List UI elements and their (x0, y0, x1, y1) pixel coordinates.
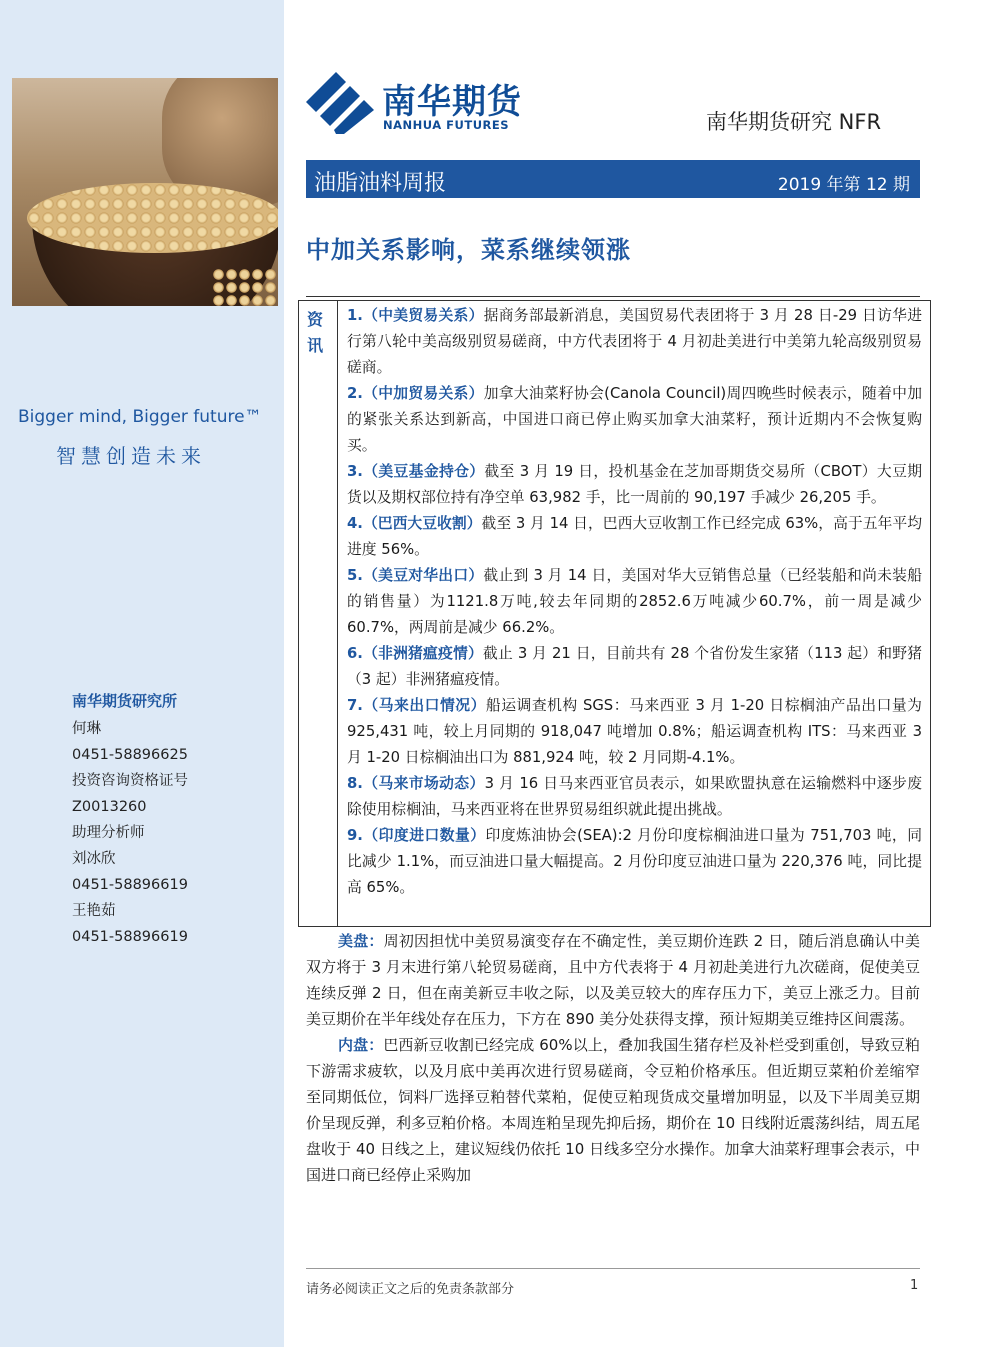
paragraph-lead: 美盘： (338, 932, 384, 950)
news-items (347, 303, 922, 901)
news-item-text: 加拿大油菜籽协会(Canola Council)周四晚些时候表示，随着中加的紧张关系达到新高，中国进口商已停止购买加拿大油菜籽，预计近期内不会恢复购买。 (347, 385, 923, 454)
news-label-column (299, 301, 338, 926)
news-item (347, 823, 922, 901)
report-name: 油脂油料周报 (314, 171, 447, 196)
footer-divider (306, 1268, 920, 1269)
contact-line: 0451-58896625 (72, 747, 188, 763)
nanhua-logo-icon (306, 72, 376, 134)
news-item-text: 截止 3 月 21 日，目前共有 28 个省份发生家猪（113 起）和野猪（3 起）非洲猪瘟疫情。 (347, 645, 922, 688)
contact-line: 0451-58896619 (72, 877, 188, 893)
analysis-paragraph-us (306, 928, 920, 1032)
soybean-bowl-photo (12, 78, 278, 306)
issue-number: 2019 年第 12 期 (777, 175, 910, 195)
news-item-text: 截至 3 月 19 日，投机基金在芝加哥期货交易所（CBOT）大豆期货以及期权部位持有净空单 63,982 手，比一周前的 90,197 手减少 26,205 手。 (347, 463, 923, 506)
news-item (347, 459, 922, 511)
footer-disclaimer: 请务必阅读正文之后的免责条款部分 (306, 1282, 515, 1297)
analysis-body (306, 928, 920, 1188)
news-item (347, 771, 922, 823)
paragraph-text: 周初因担忧中美贸易演变存在不确定性，美豆期价连跌 2 日，随后消息确认中美双方将于 3 月末进行第八轮贸易磋商，且中方代表将于 4 月初赴美进行九次磋商，促使美豆连续反弹 2 日，但在南美新豆丰收之际，以及美豆较大的库存压力下，美豆上涨乏力。目前美豆期价在半年线处存在压力，下方在 890 美分处获得支撑，预计短期美豆维持区间震荡。 (306, 932, 920, 1028)
contact-line: 投资咨询资格证号 (72, 773, 188, 789)
news-item (347, 381, 922, 459)
contact-line: 何琳 (72, 721, 101, 737)
news-item (347, 563, 922, 641)
research-org: 南华期货研究 NFR (706, 110, 882, 134)
slogan-english: Bigger mind, Bigger future™ (18, 407, 262, 427)
logo-text-cn: 南华期货 (382, 82, 522, 122)
contact-line: 刘冰欣 (72, 851, 116, 867)
news-item-head: 8.（马来市场动态） (347, 775, 485, 792)
news-item-head: 2.（中加贸易关系） (347, 385, 484, 402)
divider (306, 296, 920, 297)
news-item (347, 511, 922, 563)
contacts-block (72, 690, 188, 950)
headline: 中加关系影响，菜系继续领涨 (306, 236, 631, 264)
news-item (347, 303, 922, 381)
news-item (347, 641, 922, 693)
news-item-text: 3 月 16 日马来西亚官员表示，如果欧盟执意在运输燃料中逐步废除使用棕榈油，马来西亚将在世界贸易组织就此提出挑战。 (347, 775, 922, 818)
contacts-title: 南华期货研究所 (72, 692, 178, 710)
page-number: 1 (910, 1278, 919, 1293)
news-item (347, 693, 922, 771)
news-item-text: 截至 3 月 14 日，巴西大豆收割工作已经完成 63%，高于五年平均进度 56%。 (347, 515, 922, 558)
paragraph-text: 巴西新豆收割已经完成 60%以上，叠加我国生猪存栏及补栏受到重创，导致豆粕下游需求疲软，以及月底中美再次进行贸易磋商，令豆粕价格承压。但近期豆菜粕价差缩窄至同期低位，饲料厂选择豆粕替代菜粕，促使豆粕现货成交量增加明显，以及下半周美豆期价呈现反弹，利多豆粕价格。本周连粕呈现先抑后扬，期价在 10 日线附近震荡纠结，周五尾盘收于 40 日线之上，建议短线仍依托 10 日线多空分水操作。加拿大油菜籽理事会表示，中国进口商已经停止采购加 (306, 1036, 920, 1184)
sidebar (0, 0, 284, 1347)
contact-line: Z0013260 (72, 799, 147, 815)
news-item-head: 9.（印度进口数量） (347, 827, 486, 844)
contact-line: 王艳茹 (72, 903, 116, 919)
news-label: 资讯 (307, 310, 324, 355)
contact-line: 助理分析师 (72, 825, 145, 841)
news-item-text: 船运调查机构 SGS：马来西亚 3 月 1-20 日棕榈油产品出口量为 925,431 吨，较上月同期的 918,047 吨增加 0.8%；船运调查机构 ITS：马来西亚 3 月 1-20 日棕榈油出口为 881,924 吨，较 2 月同期-4.1%。 (347, 697, 922, 766)
news-item-text: 印度炼油协会(SEA):2 月份印度棕榈油进口量为 751,703 吨，同比减少 1.1%，而豆油进口量大幅提高。2 月份印度豆油进口量为 220,376 吨，同比提高 65%。 (347, 827, 922, 896)
slogan-chinese: 智慧创造未来 (56, 444, 206, 468)
news-item-head: 5.（美豆对华出口） (347, 567, 484, 584)
news-item-text: 截止到 3 月 14 日，美国对华大豆销售总量（已经装船和尚未装船的销售量）为1121.8万吨,较去年同期的2852.6万吨减少60.7%，前一周是减少 60.7%，两周前是减少 66.2%。 (347, 567, 922, 636)
analysis-paragraph-domestic (306, 1032, 920, 1188)
news-item-head: 1.（中美贸易关系） (347, 307, 484, 324)
logo-text-en: NANHUA FUTURES (383, 118, 510, 132)
news-item-head: 7.（马来出口情况） (347, 697, 486, 714)
news-item-head: 4.（巴西大豆收割） (347, 515, 482, 532)
news-item-head: 3.（美豆基金持仓） (347, 463, 485, 480)
contact-line: 0451-58896619 (72, 929, 188, 945)
news-item-text: 据商务部最新消息，美国贸易代表团将于 3 月 28 日-29 日访华进行第八轮中美高级别贸易磋商，中方代表团将于 4 月初赴美进行中美第九轮高级别贸易磋商。 (347, 307, 922, 376)
report-title-bar (306, 160, 920, 198)
paragraph-lead: 内盘： (338, 1036, 384, 1054)
news-box (298, 300, 931, 927)
news-item-head: 6.（非洲猪瘟疫情） (347, 645, 483, 662)
